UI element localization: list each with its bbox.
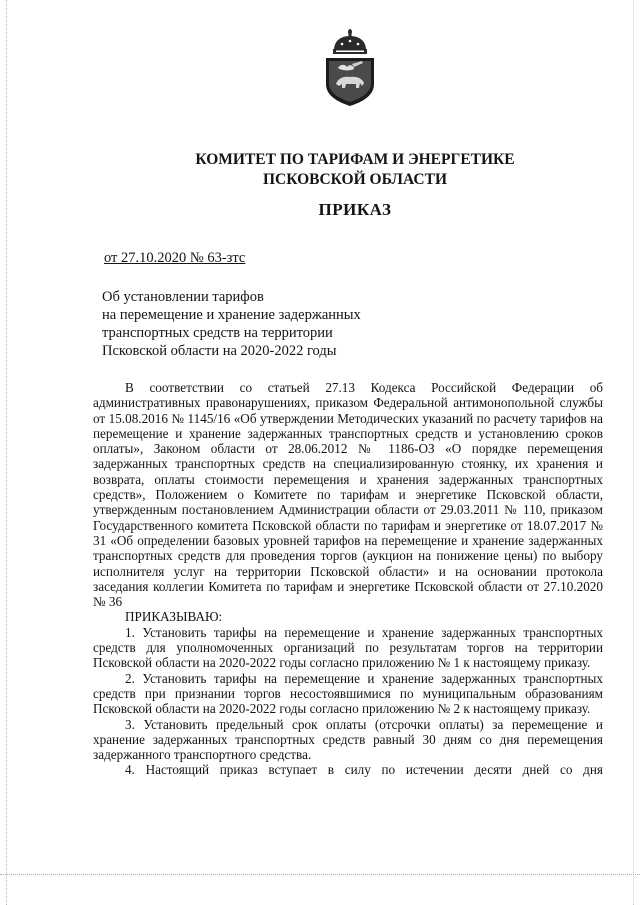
order-subject xyxy=(102,288,402,360)
scan-edge-left xyxy=(6,0,9,905)
order-item-3: 3. Установить предельный срок оплаты (отсрочки оплаты) за перемещение и хранение задержанных транспортных средств равный 30 дням со дня перемещения задержанного транспортного средства. xyxy=(93,716,603,763)
coat-of-arms-icon xyxy=(318,28,382,108)
organization-name xyxy=(150,150,560,190)
subject-line3: транспортных средств на территории xyxy=(102,325,333,341)
decree-word: ПРИКАЗЫВАЮ: xyxy=(125,609,223,625)
subject-line1: Об установлении тарифов xyxy=(102,289,264,305)
subject-line2: на перемещение и хранение задержанных xyxy=(102,307,361,323)
organization-name-line1: КОМИТЕТ ПО ТАРИФАМ И ЭНЕРГЕТИКЕ xyxy=(195,151,515,168)
order-number: от 27.10.2020 № 63-зтс xyxy=(104,250,246,266)
organization-name-line2: ПСКОВСКОЙ ОБЛАСТИ xyxy=(262,171,447,188)
preamble-paragraph: В соответствии со статьей 27.13 Кодекса Российской Федерации об административных правонарушениях, приказом Федеральной антимонопольной службы от 15.08.2016 № 1145/16 «Об утверждении Методических указаний по расчету тарифов на перемещение и хранение задержанных транспортных средств и установлению сроков оплаты», Законом области от 28.06.2012 № 1186-ОЗ «О порядке перемещения задержанных транспортных средств на специализированную стоянку, их хранения и возврата, оплаты стоимости перемещения и хранения задержанных транспортных средств», Положением о Комитете по тарифам и энергетике Псковской области, утвержденным постановлением Администрации области от 29.03.2011 № 110, приказом Государственного комитета Псковской области по тарифам и энергетике от 18.07.2017 № 31 «Об определении базовых уровней тарифов на перемещение и хранение задержанных транспортных средств для проведения торгов (аукцион на понижение цены) по выбору исполнителя услуг на территории Псковской области» и на основании протокола заседания коллегии Комитета по тарифам и энергетике Псковской области от 27.10.2020 № 36 xyxy=(93,380,603,610)
subject-line4: Псковской области на 2020-2022 годы xyxy=(102,343,337,359)
scan-edge-right xyxy=(633,0,636,905)
order-body xyxy=(93,380,603,778)
order-item-4: 4. Настоящий приказ вступает в силу по истечении десяти дней со дня xyxy=(125,762,603,778)
scan-bottom-edge xyxy=(0,874,640,876)
order-item-2: 2. Установить тарифы на перемещение и хранение задержанных транспортных средств при признании торгов несостоявшимися по муниципальным образованиям Псковской области на 2020-2022 годы согласно приложению № 2 к настоящему приказу. xyxy=(93,670,603,717)
order-item-1: 1. Установить тарифы на перемещение и хранение задержанных транспортных средств для уполномоченных организаций по результатам торгов на территории Псковской области на 2020-2022 годы согласно приложению № 1 к настоящему приказу. xyxy=(93,624,603,671)
document-type-title: ПРИКАЗ xyxy=(318,200,392,219)
